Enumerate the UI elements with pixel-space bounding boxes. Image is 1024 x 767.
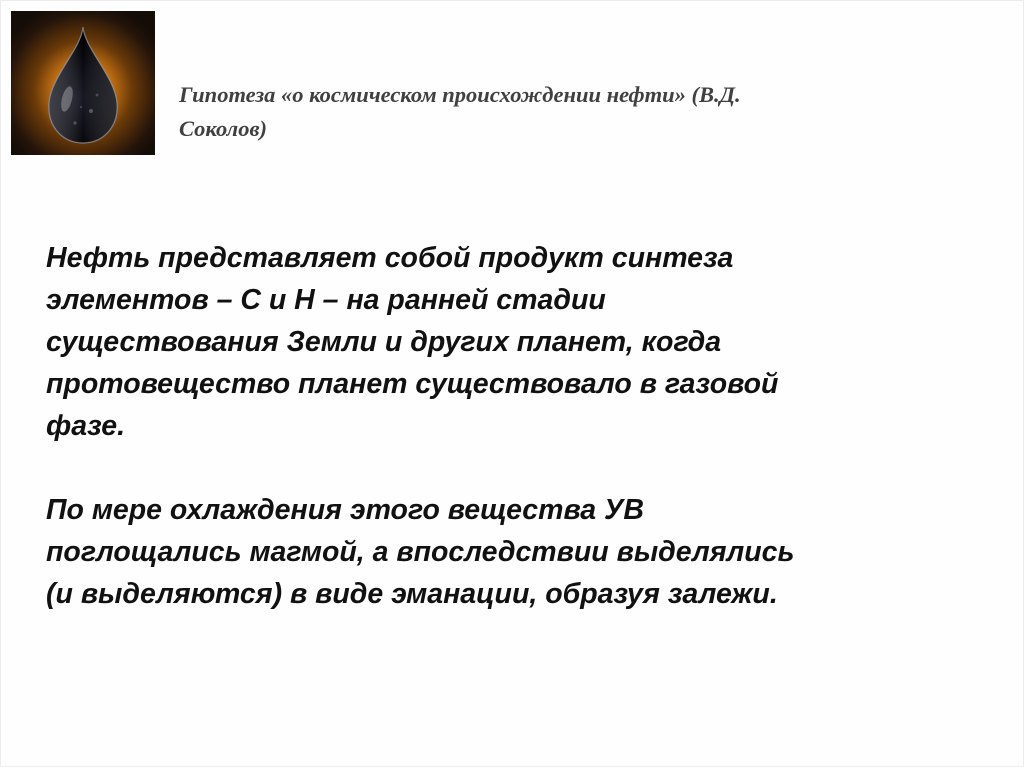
- oil-drop-icon: [11, 11, 155, 155]
- body-paragraph-1: Нефть представляет собой продукт синтеза элементов – С и Н – на ранней стадии существования Земли и других планет, когда протовещество планет существовало в газовой фазе.: [46, 242, 779, 442]
- slide-title: [179, 78, 939, 146]
- oil-drop-logo: [11, 11, 155, 155]
- body-paragraph-2: По мере охлаждения этого вещества УВ поглощались магмой, а впоследствии выделялись (и выделяются) в виде эманации, образуя залежи.: [46, 494, 795, 610]
- slide-title-text: Гипотеза «о космическом происхождении нефти» (В.Д. Соколов): [179, 82, 741, 141]
- slide-body: [46, 237, 1006, 615]
